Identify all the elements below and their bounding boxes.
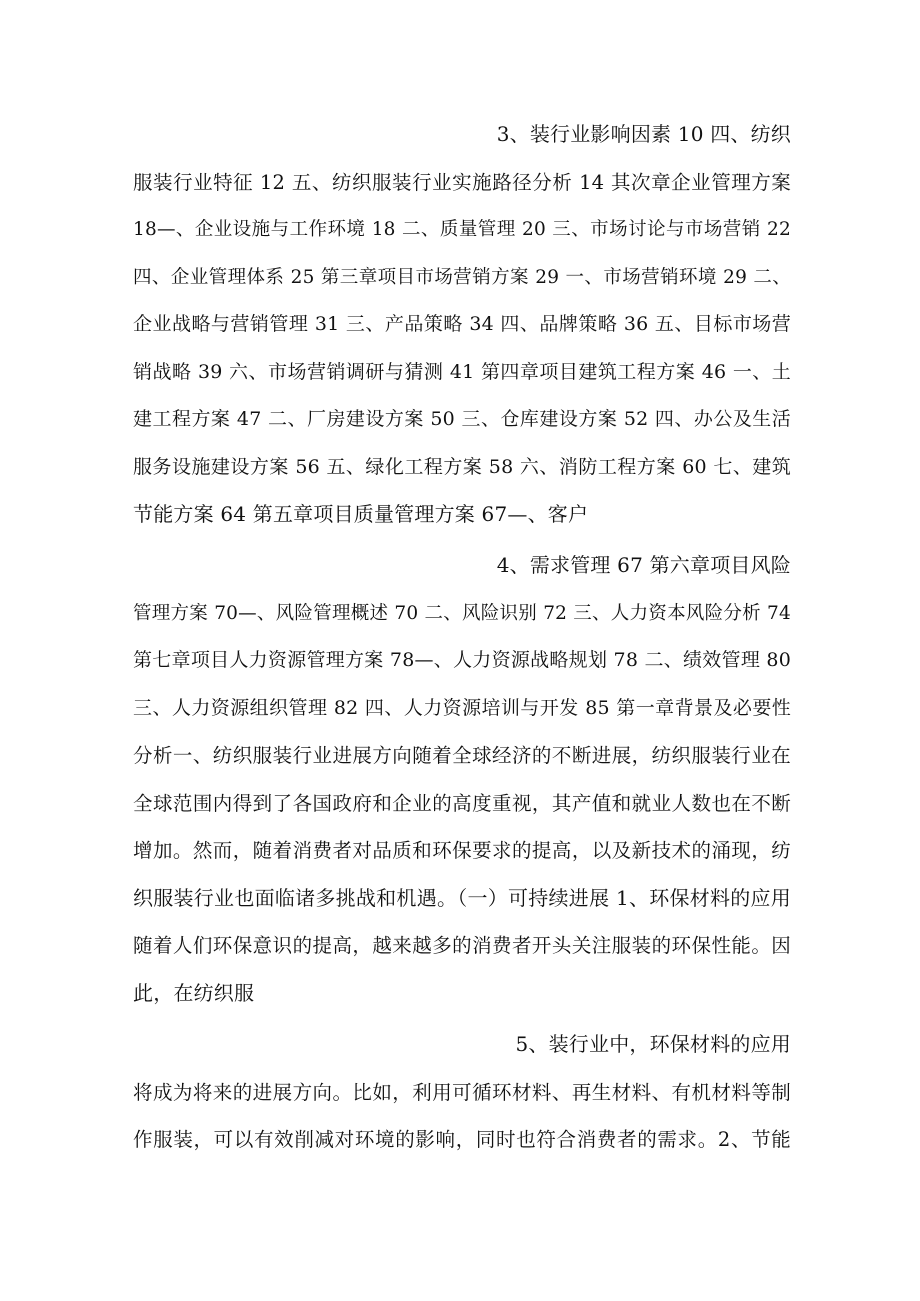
text-line: 服务设施建设方案 56 五、绿化工程方案 58 六、消防工程方案 60 七、建筑 xyxy=(133,455,791,478)
text-line: 织服装行业也面临诸多挑战和机遇。（一）可持续进展 1、环保材料的应用 xyxy=(133,885,791,910)
text-line: 建工程方案 47 二、厂房建设方案 50 三、仓库建设方案 52 四、办公及生活 xyxy=(133,408,791,430)
text-line: 管理方案 70—、风险管理概述 70 二、风险识别 72 三、人力资本风险分析 74 xyxy=(133,602,791,624)
text-line: 作服装，可以有效削减对环境的影响，同时也符合消费者的需求。2、节能 xyxy=(133,1128,791,1151)
text-section-2 xyxy=(133,542,791,1017)
text-line: 分析一、纺织服装行业进展方向随着全球经济的不断进展，纺织服装行业在 xyxy=(133,744,791,767)
text-line: 4、需求管理 67 第六章项目风险 xyxy=(496,553,791,577)
text-line: 全球范围内得到了各国政府和企业的高度重视，其产值和就业人数也在不断 xyxy=(133,791,791,815)
text-line: 服装行业特征 12 五、纺织服装行业实施路径分析 14 其次章企业管理方案 xyxy=(133,170,791,194)
text-line: 随着人们环保意识的提高，越来越多的消费者开头关注服装的环保性能。因 xyxy=(133,934,791,957)
text-line: 节能方案 64 第五章项目质量管理方案 67—、客户 xyxy=(133,502,589,526)
text-line: 18—、企业设施与工作环境 18 二、质量管理 20 三、市场讨论与市场营销 22 xyxy=(133,219,791,240)
text-section-1 xyxy=(133,111,791,539)
text-line: 5、装行业中，环保材料的应用 xyxy=(515,1032,791,1056)
text-line: 此，在纺织服 xyxy=(133,980,255,1005)
text-line: 将成为将来的进展方向。比如，利用可循环材料、再生材料、有机材料等制 xyxy=(133,1080,791,1104)
text-line: 三、人力资源组织管理 82 四、人力资源培训与开发 85 第一章背景及必要性 xyxy=(133,696,791,719)
text-line: 3、装行业影响因素 10 四、纺织 xyxy=(496,122,791,146)
text-section-3 xyxy=(133,1021,791,1164)
text-line: 销战略 39 六、市场营销调研与猜测 41 第四章项目建筑工程方案 46 一、土 xyxy=(133,360,791,383)
text-line: 四、企业管理体系 25 第三章项目市场营销方案 29 一、市场营销环境 29 二、 xyxy=(133,266,791,288)
text-line: 增加。然而，随着消费者对品质和环保要求的提高，以及新技术的涌现，纺 xyxy=(133,839,791,862)
text-line: 企业战略与营销管理 31 三、产品策略 34 四、品牌策略 36 五、目标市场营 xyxy=(133,313,791,335)
text-line: 第七章项目人力资源管理方案 78—、人力资源战略规划 78 二、绩效管理 80 xyxy=(133,649,791,671)
